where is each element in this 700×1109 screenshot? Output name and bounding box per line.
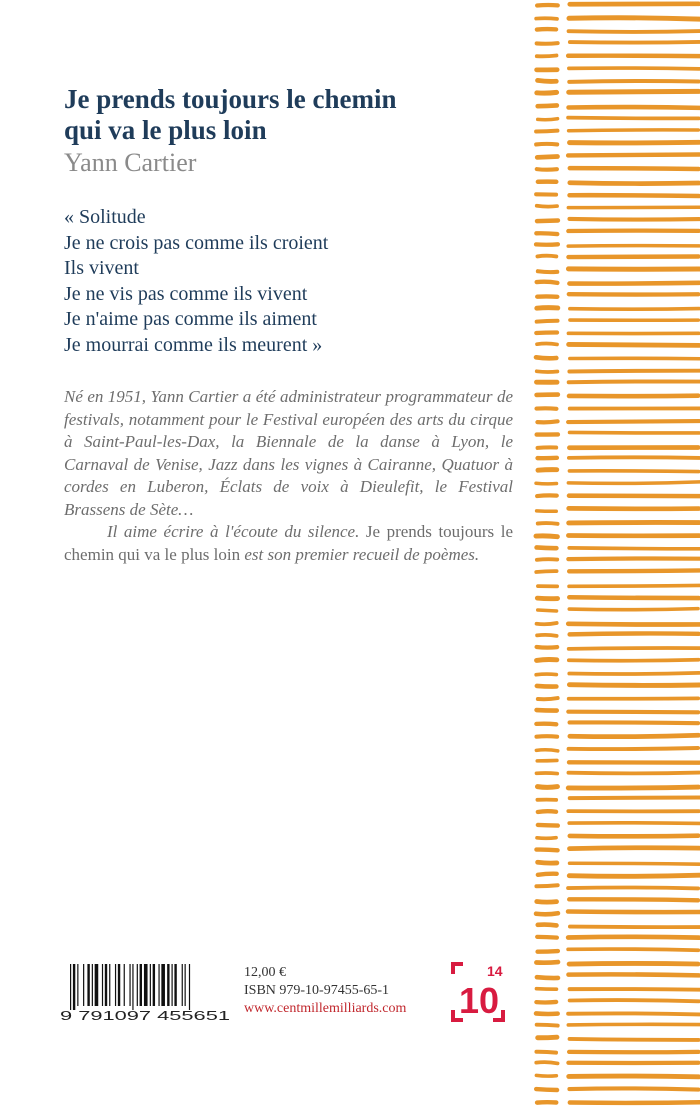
- stripe-line: [537, 344, 557, 345]
- stripe-line: [536, 850, 557, 851]
- stripe-line: [569, 31, 700, 32]
- stripe-line: [536, 773, 557, 774]
- stripe-line: [569, 283, 699, 284]
- stripe-line: [536, 18, 557, 19]
- author-biography: [64, 386, 513, 566]
- barcode-bar: [118, 964, 120, 1006]
- barcode-bar: [115, 964, 116, 1006]
- barcode-bar: [140, 964, 142, 1006]
- stripe-line: [538, 874, 557, 875]
- stripe-line: [569, 963, 698, 964]
- stripe-line: [570, 848, 700, 849]
- stripe-line: [537, 838, 556, 839]
- stripe-line: [537, 29, 556, 30]
- stripe-line: [538, 80, 557, 81]
- stripe-line: [537, 55, 557, 56]
- stripe-line: [538, 523, 558, 524]
- stripe-line: [536, 1075, 556, 1076]
- barcode-bar: [132, 964, 133, 1010]
- stripe-line: [536, 144, 557, 145]
- barcode-bar: [189, 964, 190, 1010]
- barcode-bar: [150, 964, 151, 1006]
- stripe-line: [570, 927, 700, 928]
- stripe-line: [538, 470, 557, 471]
- poem-excerpt: [64, 205, 464, 359]
- stripe-line: [538, 698, 558, 699]
- stripe-line: [568, 482, 699, 484]
- stripe-line: [568, 712, 698, 713]
- stripe-line: [537, 623, 557, 624]
- price-isbn-block: [244, 964, 406, 1018]
- stripe-line: [537, 547, 557, 548]
- stripe-line: [569, 18, 700, 19]
- stripe-line: [537, 282, 558, 283]
- stripe-line: [537, 321, 558, 322]
- barcode-bar: [172, 964, 173, 1006]
- stripe-line: [537, 710, 557, 711]
- stripe-line: [570, 142, 700, 143]
- book-title-line-1: Je prends toujours le chemin: [64, 84, 397, 114]
- bio-italic-end: est son premier recueil de poèmes.: [240, 544, 480, 564]
- barcode-bar: [87, 964, 89, 1006]
- stripe-line: [536, 1089, 557, 1090]
- barcode-bar: [185, 964, 186, 1006]
- stripe-line: [568, 1013, 699, 1014]
- stripe-line: [537, 308, 558, 309]
- stripe-line: [536, 1013, 558, 1014]
- stripe-line: [536, 674, 556, 675]
- stripe-line: [570, 309, 699, 310]
- stripe-line: [569, 660, 699, 661]
- barcode-bar: [124, 964, 125, 1006]
- stripe-line: [538, 271, 557, 272]
- stripe-line: [537, 1025, 558, 1026]
- barcode-bar: [95, 964, 99, 1006]
- bio-book-title: Je prends toujours le chemin qui va le plus loin: [64, 522, 513, 564]
- stripe-line: [569, 1076, 699, 1077]
- stripe-line: [570, 1102, 700, 1103]
- stripe-line: [570, 797, 700, 798]
- stripe-line: [536, 233, 557, 234]
- stripe-line: [538, 925, 557, 926]
- stripe-line: [568, 912, 700, 913]
- stripe-line: [538, 1037, 557, 1038]
- stripe-line: [537, 371, 558, 372]
- stripe-line: [536, 332, 557, 333]
- stripe-line: [536, 1002, 556, 1003]
- stripe-line: [536, 536, 557, 537]
- barcode-bar: [144, 964, 148, 1006]
- stripe-line: [569, 107, 700, 108]
- stripe-line: [537, 647, 558, 648]
- stripe-line: [568, 421, 699, 422]
- stripe-line: [537, 977, 558, 978]
- publisher-url-link[interactable]: www.centmillemilliards.com: [244, 1001, 407, 1016]
- barcode-icon: [58, 962, 233, 1024]
- stripe-line: [569, 1088, 698, 1089]
- price: 12,00 €: [244, 965, 286, 980]
- stripe-line: [536, 571, 556, 572]
- book-title-line-2: qui va le plus loin: [64, 115, 267, 145]
- stripe-line: [538, 862, 557, 863]
- barcode-bar: [167, 964, 169, 1006]
- stripe-line: [537, 157, 557, 158]
- stripe-line: [536, 724, 556, 725]
- stripe-line: [570, 42, 700, 43]
- stripe-line: [568, 155, 699, 156]
- stripe-line: [537, 169, 557, 170]
- stripe-line: [570, 1039, 699, 1040]
- barcode-bar: [109, 964, 110, 1006]
- stripe-line: [538, 610, 557, 611]
- isbn: ISBN 979-10-97455-65-1: [244, 983, 390, 998]
- stripe-line: [568, 974, 698, 975]
- stripe-line: [570, 989, 700, 990]
- stripe-line: [537, 92, 557, 93]
- stripe-line: [568, 887, 698, 888]
- stripe-line: [569, 457, 699, 458]
- barcode-bar: [174, 964, 176, 1006]
- stripe-line: [536, 1052, 556, 1053]
- stripe-line: [568, 787, 698, 788]
- stripe-line: [536, 1062, 557, 1063]
- stripe-line: [537, 787, 557, 788]
- stripe-line: [569, 130, 699, 131]
- stripe-line: [569, 899, 698, 900]
- barcode-bar: [77, 964, 78, 1006]
- barcode-bar: [70, 964, 71, 1010]
- stripe-line: [570, 836, 698, 837]
- barcode-bar: [83, 964, 84, 1006]
- barcode-bar: [105, 964, 107, 1006]
- logo-small-number: 14: [487, 963, 503, 979]
- stripe-line: [538, 811, 556, 812]
- barcode-bar: [129, 964, 130, 1006]
- stripe-line: [536, 750, 557, 751]
- bio-paragraph-1: Né en 1951, Yann Cartier a été administrateur programmateur de festivals, notamment pour le Festival européen des arts du cirque à Saint-Paul-les-Dax, la Biennale de la danse à Lyon, le Carnaval de Venise, Jazz dans les vignes à Cairanne, Quatuor à cordes en Luberon, Éclats de voix à Dieulefit, le Festival Brassens de Sète…: [64, 387, 513, 519]
- stripe-line: [569, 381, 700, 382]
- stripe-line: [536, 885, 557, 886]
- decorative-stripe-pattern: [530, 0, 700, 1109]
- stripe-line: [569, 648, 700, 649]
- stripe-line: [537, 902, 557, 903]
- stripe-line: [569, 471, 698, 472]
- stripe-line: [569, 823, 700, 824]
- stripe-line: [537, 559, 557, 560]
- stripe-line: [537, 495, 557, 496]
- poem-line: Je n'aime pas comme ils aiment: [64, 308, 317, 331]
- stripe-line: [569, 68, 700, 69]
- stripe-line: [569, 371, 700, 372]
- book-title: [64, 84, 464, 146]
- stripe-lines: [536, 4, 700, 1103]
- stripe-line: [536, 913, 558, 914]
- logo-big-number: 10: [459, 980, 500, 1021]
- stripe-line: [568, 773, 699, 774]
- stripe-line: [537, 43, 558, 44]
- stripe-line: [569, 585, 699, 586]
- barcode-bar: [161, 964, 165, 1006]
- stripe-line: [536, 962, 558, 963]
- stripe-line: [569, 673, 699, 674]
- stripe-line: [537, 937, 557, 938]
- barcode-digits: 9 791097 455651: [60, 1008, 230, 1023]
- stripe-line: [537, 256, 556, 257]
- stripe-line: [537, 421, 557, 422]
- stripe-line: [538, 119, 558, 120]
- barcode-bar: [102, 964, 103, 1006]
- stripe-line: [568, 1024, 699, 1025]
- bio-paragraph-2: [64, 521, 513, 566]
- barcode-bars: [70, 964, 190, 1010]
- stripe-line: [570, 183, 699, 184]
- stripe-line: [538, 951, 558, 952]
- barcode-bar: [153, 964, 155, 1006]
- stripe-line: [569, 609, 698, 610]
- stripe-line: [569, 91, 699, 92]
- stripe-line: [538, 447, 557, 448]
- stripe-line: [569, 597, 699, 598]
- barcode-bar: [92, 964, 93, 1006]
- barcode-bar: [73, 964, 75, 1010]
- stripe-line: [537, 408, 557, 409]
- stripe-line: [568, 256, 698, 257]
- stripe-line: [537, 598, 557, 599]
- stripe-line: [569, 685, 699, 686]
- poem-line: Je ne vis pas comme ils vivent: [64, 282, 308, 305]
- stripe-line: [538, 825, 558, 826]
- stripe-line: [536, 131, 557, 132]
- stripe-line: [569, 548, 700, 549]
- barcode-bar: [158, 964, 159, 1006]
- stripe-line: [569, 875, 699, 876]
- stripe-line: [569, 81, 699, 82]
- publisher-logo: [449, 960, 507, 1026]
- stripe-line: [570, 633, 699, 634]
- barcode-bar: [137, 964, 138, 1006]
- poem-line: Ils vivent: [64, 257, 139, 280]
- stripe-line: [568, 624, 699, 625]
- stripe-line: [568, 949, 698, 950]
- stripe-line: [568, 937, 699, 938]
- stripe-line: [569, 219, 699, 220]
- poem-line: Je mourrai comme ils meurent »: [64, 333, 323, 356]
- stripe-line: [537, 635, 557, 636]
- barcode-bar: [182, 964, 183, 1006]
- poem-line: Je ne crois pas comme ils croient: [64, 231, 329, 254]
- stripe-line: [570, 1000, 699, 1001]
- stripe-line: [569, 344, 700, 345]
- stripe-line: [570, 863, 700, 864]
- stripe-line: [570, 168, 699, 169]
- stripe-line: [569, 748, 699, 749]
- bio-italic-sentence: Il aime écrire à l'écoute du silence.: [107, 522, 360, 541]
- stripe-line: [570, 735, 699, 736]
- stripe-line: [568, 558, 699, 559]
- author-name: Yann Cartier: [64, 148, 197, 177]
- stripe-line: [538, 105, 557, 106]
- stripe-line: [569, 522, 700, 523]
- poem-line: « Solitude: [64, 206, 146, 228]
- stripe-line: [537, 206, 557, 207]
- stripe-line: [537, 686, 557, 687]
- stripe-line: [537, 220, 558, 221]
- stripe-line: [568, 118, 699, 119]
- stripe-line: [536, 357, 556, 358]
- stripe-line: [536, 483, 556, 484]
- stripe-line: [570, 722, 699, 723]
- stripe-line: [537, 659, 557, 660]
- stripe-line: [570, 432, 700, 433]
- stripe-line: [570, 195, 699, 196]
- stripe-line: [569, 570, 699, 571]
